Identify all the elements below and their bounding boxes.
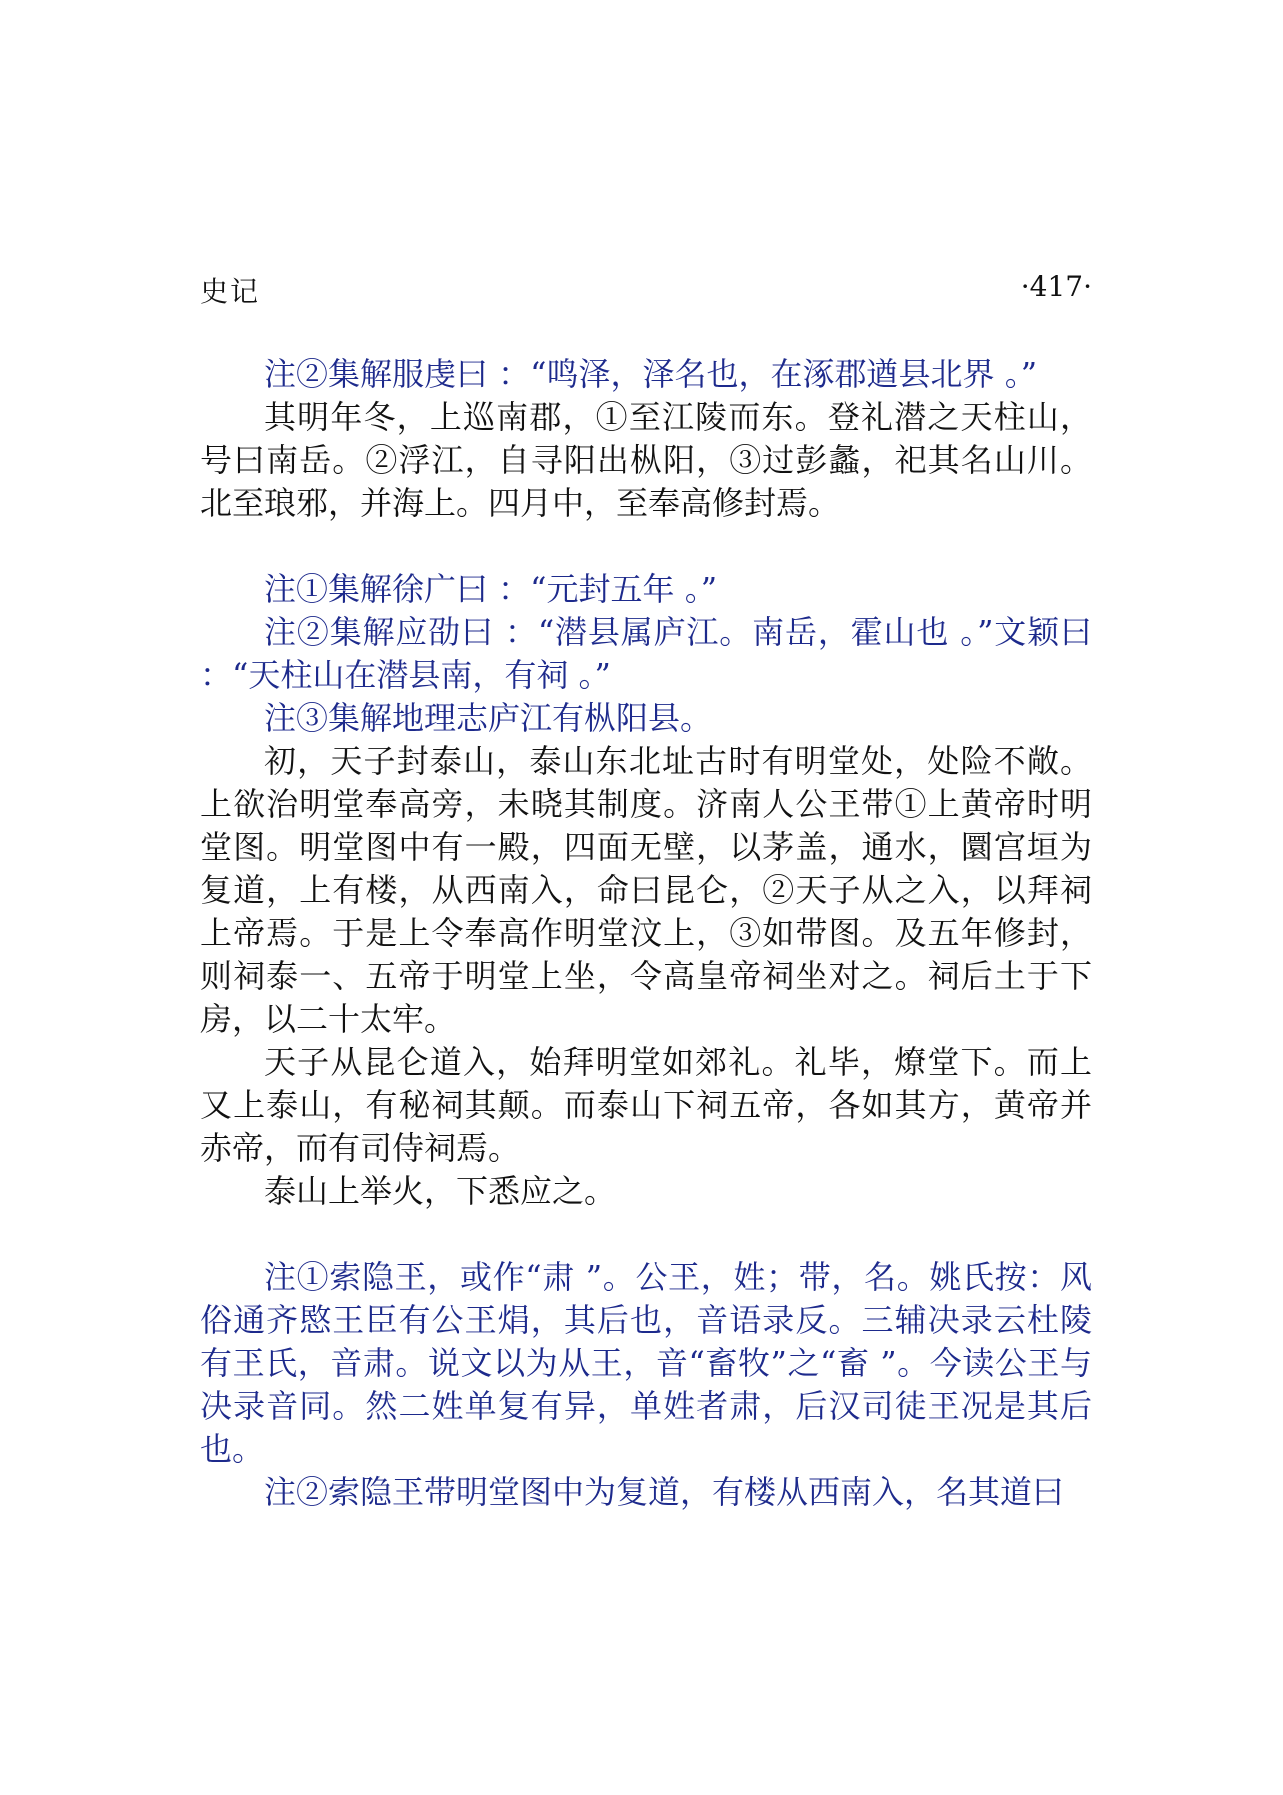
note-paragraph: 注②集解应劭曰 ：“潜县属庐江。南岳，霍山也 。”文颖曰 ：“天柱山在潜县南，有祠 。” — [200, 613, 1092, 694]
note-paragraph: 注①索隐玊，或作“肃 ”。公玊，姓；带，名。姚氏按：风俗通齐愍王臣有公玊焆，其后也，音语录反。三辅决录云杜陵有玊氏，音肃。说文以为从王，音“畜牧”之“畜 ”。今读公玊与决录音同。然二姓单复有异，单姓者肃，后汉司徒玊况是其后也。 — [200, 1258, 1092, 1468]
paragraph-gap — [200, 1213, 1092, 1256]
note-paragraph: 注②集解服虔曰 ：“鸣泽，泽名也，在涿郡遒县北界 。” — [264, 355, 1038, 393]
note-paragraph: 注③集解地理志庐江有枞阳县。 — [264, 699, 713, 737]
paragraph-gap — [200, 525, 1092, 568]
note-paragraph: 注①集解徐广曰 ：“元封五年 。” — [264, 570, 718, 608]
page-body — [200, 353, 1092, 1514]
note-paragraph: 注②索隐玊带明堂图中为复道，有楼从西南入，名其道曰 — [264, 1473, 1065, 1511]
page-header — [200, 270, 1092, 310]
book-title: 史记 — [200, 275, 261, 308]
body-paragraph: 泰山上举火，下悉应之。 — [264, 1172, 617, 1210]
body-paragraph: 初，天子封泰山，泰山东北址古时有明堂处，处险不敞。上欲治明堂奉高旁，未晓其制度。济南人公玊带①上黄帝时明堂图。明堂图中有一殿，四面无壁，以茅盖，通水，圜宫垣为复道，上有楼，从西南入，命曰昆仑，②天子从之入，以拜祠上帝焉。于是上令奉高作明堂汶上，③如带图。及五年修封，则祠泰一、五帝于明堂上坐，令高皇帝祠坐对之。祠后土于下房，以二十太牢。 — [200, 742, 1092, 1038]
body-paragraph: 其明年冬，上巡南郡，①至江陵而东。登礼潜之天柱山，号曰南岳。②浮江，自寻阳出枞阳，③过彭蠡，祀其名山川。北至琅邪，并海上。四月中，至奉高修封焉。 — [200, 398, 1092, 522]
page-number: ·417· — [1020, 270, 1092, 303]
body-paragraph: 天子从昆仑道入，始拜明堂如郊礼。礼毕，燎堂下。而上又上泰山，有秘祠其颠。而泰山下祠五帝，各如其方，黄帝并赤帝，而有司侍祠焉。 — [200, 1043, 1092, 1167]
